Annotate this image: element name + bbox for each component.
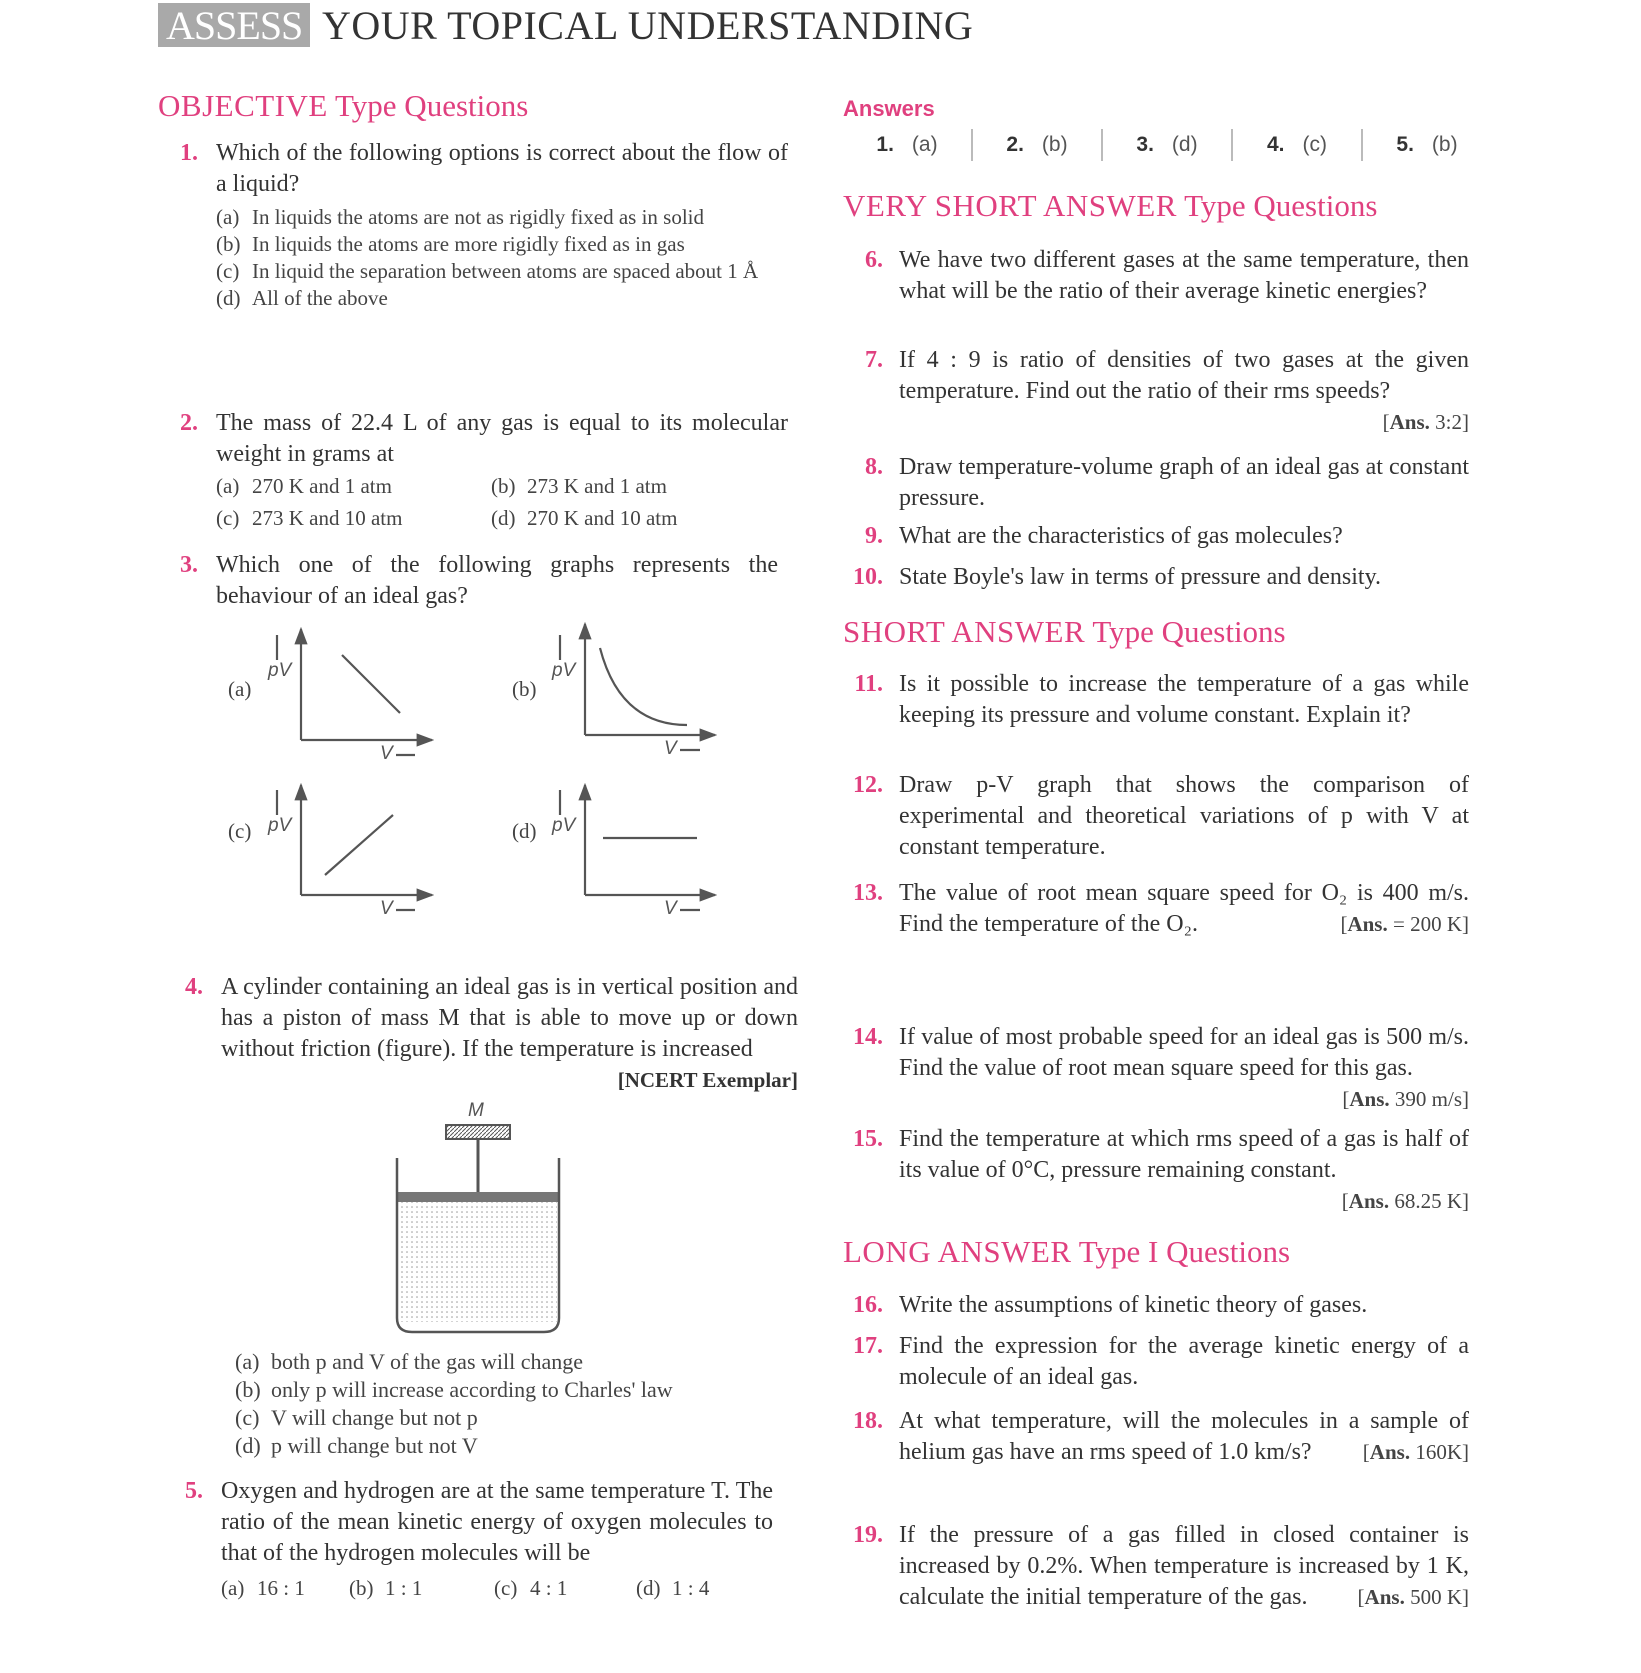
question-7: [843, 345, 1483, 438]
graph-d-label: (d): [512, 819, 537, 843]
question-2: [158, 408, 788, 534]
graph-a-line: [342, 655, 400, 713]
option: (c) V will change but not p: [235, 1405, 478, 1430]
answers-title: Answers: [843, 96, 935, 121]
option: (c) 4 : 1: [494, 1576, 568, 1600]
question-text: Which of the following options is correct about the flow of a liquid?: [216, 140, 788, 197]
question-text: If value of most probable speed for an ideal gas is 500 m/s. Find the value of root mean square speed for this gas.: [899, 1024, 1469, 1081]
axis-label-y: pV: [268, 815, 292, 836]
option: (b) 273 K and 1 atm: [491, 474, 667, 498]
question-15: [843, 1124, 1483, 1217]
question-text: Draw temperature-volume graph of an ideal gas at constant pressure.: [899, 454, 1469, 511]
page-title: YOUR TOPICAL UNDERSTANDING: [322, 3, 974, 48]
graph-c-label: (c): [228, 819, 252, 843]
long-answer-heading: LONG ANSWER Type I Questions: [843, 1234, 1291, 1269]
short-answer-heading: SHORT ANSWER Type Questions: [843, 614, 1286, 649]
answer-item: 5. (b): [1396, 133, 1458, 156]
answer-note: [Ans. 3:2]: [1382, 410, 1469, 434]
piston-mass: [446, 1125, 510, 1139]
question-19: [843, 1520, 1483, 1613]
answer-item: 4. (c): [1233, 129, 1363, 161]
question-text: A cylinder containing an ideal gas is in vertical position and has a piston of mass M that is able to move up or down without friction (figure). If the temperature is increased: [221, 974, 798, 1062]
question-18: [843, 1406, 1483, 1468]
objective-heading: [158, 88, 528, 124]
question-number: 15.: [853, 1126, 883, 1152]
question-text: Write the assumptions of kinetic theory of gases.: [899, 1292, 1368, 1318]
graph-b-label: (b): [512, 677, 537, 701]
question-number: 5.: [185, 1478, 203, 1504]
question-4-options: [235, 1348, 795, 1460]
question-number: 19.: [853, 1522, 883, 1548]
question-number: 18.: [853, 1408, 883, 1434]
question-number: 13.: [853, 880, 883, 906]
option: (b) only p will increase according to Charles' law: [235, 1377, 673, 1402]
axis-label-x: V: [380, 898, 393, 919]
axis-label-x: V: [664, 738, 677, 759]
option: (a) 270 K and 1 atm: [216, 474, 392, 498]
piston: [398, 1192, 558, 1202]
question-13: [843, 878, 1483, 940]
question-number: 6.: [865, 247, 883, 273]
question-number: 16.: [853, 1292, 883, 1318]
question-number: 12.: [853, 772, 883, 798]
question-12: [843, 770, 1483, 863]
question-number: 7.: [865, 347, 883, 373]
question-10: [843, 562, 1483, 593]
graph-options: [220, 615, 740, 925]
answer-item: 1. (a): [843, 129, 973, 161]
question-text: Which one of the following graphs represents the behaviour of an ideal gas?: [216, 552, 778, 609]
option: (d) p will change but not V: [235, 1433, 478, 1458]
option: (c) In liquid the separation between atoms are spaced about 1 Å: [216, 259, 759, 283]
question-text: Oxygen and hydrogen are at the same temperature T. The ratio of the mean kinetic energy of oxygen molecules to that of the hydrogen molecules will be: [221, 1478, 773, 1566]
graph-a-label: (a): [228, 677, 252, 701]
question-number: 11.: [854, 671, 883, 697]
question-number: 8.: [865, 454, 883, 480]
question-1: [158, 138, 788, 312]
question-6: [843, 245, 1483, 307]
question-5: [163, 1476, 773, 1602]
question-17: [843, 1331, 1483, 1393]
option: (a) both p and V of the gas will change: [235, 1349, 584, 1374]
answer-note: [Ans. 500 K]: [1357, 1585, 1469, 1609]
answers-row: [843, 129, 1491, 161]
question-text: If the pressure of a gas filled in closed container is increased by 0.2%. When temperature is increased by 1 K, calculate the initial temperature of the gas.: [899, 1522, 1469, 1610]
assess-badge: ASSESS: [158, 3, 310, 47]
question-8: [843, 452, 1483, 514]
graph-c-line: [325, 815, 393, 875]
question-text: The mass of 22.4 L of any gas is equal to its molecular weight in grams at: [216, 410, 788, 467]
graph-b-curve: [600, 648, 687, 725]
question-number: 4.: [185, 974, 203, 1000]
question-text: What are the characteristics of gas molecules?: [899, 523, 1343, 549]
question-number: 9.: [865, 523, 883, 549]
source-tag: [NCERT Exemplar]: [617, 1068, 798, 1092]
axis-label-y: pV: [552, 815, 576, 836]
answer-note: [Ans. 160K]: [1362, 1440, 1469, 1464]
question-3: [158, 550, 778, 612]
question-text: State Boyle's law in terms of pressure and density.: [899, 564, 1382, 590]
question-text: At what temperature, will the molecules in a sample of helium gas have an rms speed of 1.0 km/s?: [899, 1408, 1469, 1465]
graphs-svg: [220, 615, 740, 925]
mass-label: M: [468, 1100, 484, 1121]
axis-label-x: V: [664, 898, 677, 919]
axis-label-y: pV: [268, 660, 292, 681]
axis-label-y: pV: [552, 660, 576, 681]
option: (b) 1 : 1: [349, 1576, 423, 1600]
question-11: [843, 669, 1483, 731]
answer-note: [Ans. = 200 K]: [1340, 912, 1469, 936]
heading-rest: Type Questions: [335, 88, 529, 123]
option: (d) 1 : 4: [636, 1576, 710, 1600]
question-number: 2.: [180, 410, 198, 436]
question-16: [843, 1290, 1483, 1321]
answer-item: 3. (d): [1103, 129, 1233, 161]
option: (d) 270 K and 10 atm: [491, 506, 678, 530]
question-text: Draw p-V graph that shows the comparison of experimental and theoretical variations of p with V at constant temperature.: [899, 772, 1469, 860]
question-number: 10.: [853, 564, 883, 590]
answer-item: 2. (b): [973, 129, 1103, 161]
question-number: 17.: [853, 1333, 883, 1359]
axis-label-x: V: [380, 743, 393, 764]
very-short-heading: VERY SHORT ANSWER Type Questions: [843, 188, 1378, 223]
question-14: [843, 1022, 1483, 1115]
question-text: Is it possible to increase the temperature of a gas while keeping its pressure and volume constant. Explain it?: [899, 671, 1469, 728]
option: (a) In liquids the atoms are not as rigidly fixed as in solid: [216, 205, 705, 229]
question-number: 3.: [180, 552, 198, 578]
question-text: If 4 : 9 is ratio of densities of two gases at the given temperature. Find out the ratio of their rms speeds?: [899, 347, 1469, 404]
option: (d) All of the above: [216, 286, 388, 310]
question-text: Find the expression for the average kinetic energy of a molecule of an ideal gas.: [899, 1333, 1469, 1390]
heading-bold: OBJECTIVE: [158, 88, 328, 123]
option: (c) 273 K and 10 atm: [216, 506, 403, 530]
question-number: 1.: [180, 140, 198, 166]
question-text: Find the temperature at which rms speed of a gas is half of its value of 0°C, pressure remaining constant.: [899, 1126, 1469, 1183]
question-text: We have two different gases at the same temperature, then what will be the ratio of their average kinetic energies?: [899, 247, 1469, 304]
answer-note: [Ans. 390 m/s]: [1342, 1087, 1469, 1111]
question-9: [843, 521, 1483, 552]
cylinder-figure: [390, 1100, 570, 1340]
answer-note: [Ans. 68.25 K]: [1341, 1189, 1469, 1213]
question-text: The value of root mean square speed for O₂ is 400 m/s. Find the temperature of the O₂.: [899, 880, 1469, 937]
question-number: 14.: [853, 1024, 883, 1050]
option: (b) In liquids the atoms are more rigidly fixed as in gas: [216, 232, 685, 256]
option: (a) 16 : 1: [221, 1576, 305, 1600]
question-4: [163, 972, 798, 1096]
